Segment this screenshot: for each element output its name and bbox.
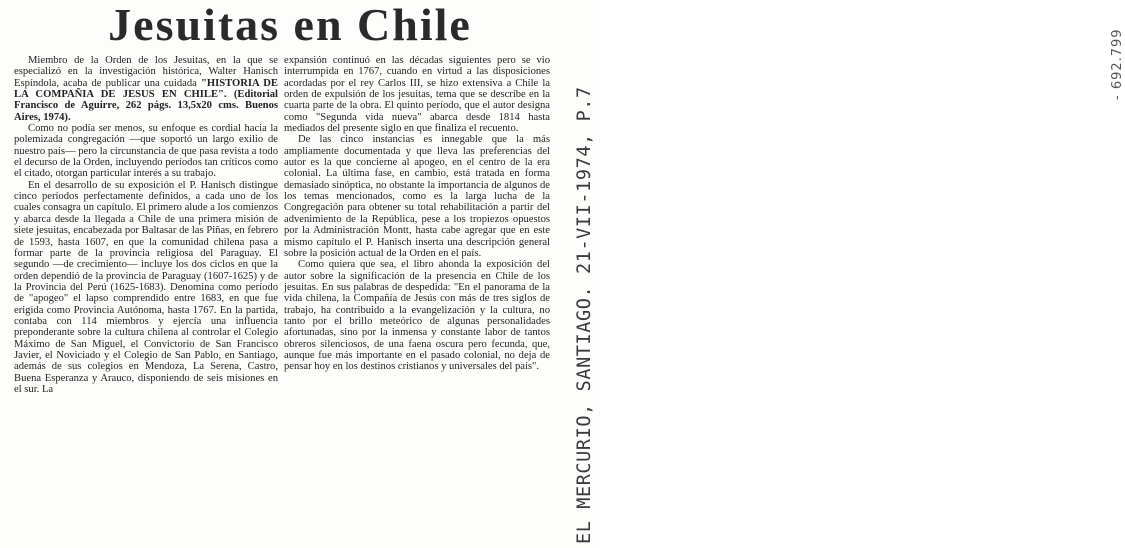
- paragraph-continuation: expansión continuó en las décadas siguientes pero se vio interrumpida en 1767, cuando en virtud a las disposiciones acordadas por el rey Carlos III, se hizo extensiva a Chile la orden de expulsión de los jesuitas, tema que se describe en la cuarta parte de la obra. El quinto período, que el autor designa como "Segunda vida nueva" abarca desde 1814 hasta mediados del presente siglo en que finaliza el recuento.: [284, 55, 550, 135]
- paragraph: Como quiera que sea, el libro ahonda la exposición del autor sobre la significación de la presencia en Chile de los jesuitas. En sus palabras de despedida: "En el panorama de la vida chilena, la Compañía de Jesús con más de tres siglos de trabajo, ha contribuido a la evangelización y la cultura, no tanto por el brillo meteórico de algunas personalidades afortunadas, sino por la inmensa y constante labor de tantos obreros silenciosos, de una faena oscura pero fecunda, que, aunque fue más importante en el pasado colonial, no deja de pensar hoy en los destinos cristianos y universales del país".: [284, 259, 550, 373]
- pencil-annotation: - 692.799: [1110, 28, 1125, 100]
- paragraph: Como no podía ser menos, su enfoque es cordial hacia la polemizada congregación —que soportó un largo exilio de nuestro país— pero la circunstancia de que pasa revista a todo el decurso de la Orden, incluyendo períodos tan críticos como el citado, otorgan particular interés a su trabajo.: [14, 123, 278, 180]
- headline: Jesuitas en Chile: [108, 0, 472, 50]
- source-stamp: [470, 0, 600, 548]
- paragraph-intro: [14, 55, 278, 123]
- source-stamp-text: EL MERCURIO, SANTIAGO. 21-VII-1974, P.7: [574, 86, 595, 544]
- intro-text: Miembro de la Orden de los Jesuitas, en la que se especializó en la investigación histórica, Walter Hanisch Espíndola, acaba de publicar una cuidada: [14, 55, 278, 89]
- paragraph: En el desarrollo de su exposición el P. Hanisch distingue cinco períodos perfectamente definidos, a cada uno de los cuales consagra un capítulo. El primero alude a los comienzos y abarca desde la llegada a Chile de una primera misión de siete jesuitas, encabezada por Baltasar de las Piñas, en febrero de 1593, hasta 1607, en que la comunidad chilena pasa a formar parte de la provincia religiosa del Paraguay. El segundo —de crecimiento— incluye los dos ciclos en que la orden dependió de la provincia de Paraguay (1607-1625) y de la Provincia del Perú (1625-1683). Denomina como período de "apogeo" el lapso comprendido entre 1683, en que fue erigida como Provincia Autónoma, hasta 1767. En la partida, contaba con 114 miembros y ejercía una influencia preponderante sobre la cultura chilena al controlar el Colegio Máximo de San Miguel, el Convictorio de San Francisco Javier, el Noviciado y el Colegio de San Pablo, en Santiago, además de sus colegios en Mendoza, La Serena, Castro, Buena Esperanza y Arauco, disponiendo de seis misiones en el sur. La: [14, 179, 278, 395]
- paragraph: De las cinco instancias es innegable que la más ampliamente documentada y que lleva las preferencias del autor es la que concierne al apogeo, en el centro de la era colonial. La última fase, en cambio, está tratada en forma demasiado sinóptica, no obstante la importancia de algunos de los temas mencionados, como es la larga lucha de la Congregación para obtener su total rehabilitación a partir del advenimiento de la República, pese a los tropiezos opuestos por la Administración Montt, hasta cabe agregar que en este mismo capítulo el P. Hanisch inserta una descripción general sobre la posición actual de la Orden en el país.: [284, 134, 550, 259]
- article-column-left: [14, 55, 278, 395]
- book-reference: "HISTORIA DE LA COMPAÑIA DE JESUS EN CHILE". (Editorial Francisco de Aguirre, 262 págs. 13,5x20 cms. Buenos Aires, 1974).: [14, 77, 278, 123]
